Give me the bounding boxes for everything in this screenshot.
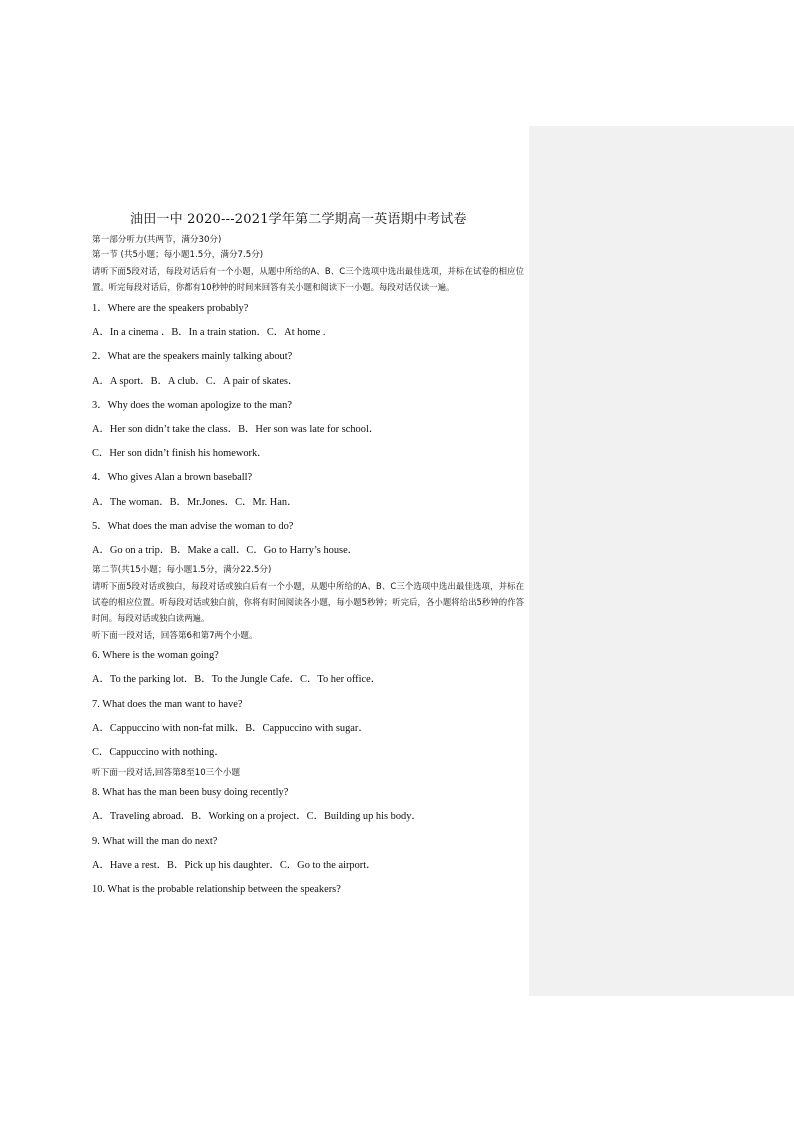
question-5-options: A．Go on a trip．B．Make a call．C．Go to Harry’s house． <box>92 545 359 557</box>
question-5: 5．What does the man advise the woman to do? <box>92 520 294 532</box>
question-3-options-ab: A．Her son didn’t take the class．B．Her son was late for school． <box>92 424 380 436</box>
question-6: 6. Where is the woman going? <box>92 650 219 662</box>
exam-page-content <box>92 208 524 902</box>
question-3: 3．Why does the woman apologize to the man? <box>92 399 292 411</box>
question-6-options: A．To the parking lot．B．To the Jungle Cafe．C．To her office． <box>92 674 382 686</box>
question-7: 7. What does the man want to have? <box>92 698 243 710</box>
question-9-options: A．Have a rest．B．Pick up his daughter．C．Go to the airport． <box>92 859 377 871</box>
part-heading: 第一部分听力(共两节，满分30分) <box>92 235 222 245</box>
question-10: 10. What is the probable relationship between the speakers? <box>92 884 341 896</box>
section1-heading: 第一节 (共5小题；每小题1.5分，满分7.5分) <box>92 250 264 260</box>
question-8: 8. What has the man been busy doing recently? <box>92 787 289 799</box>
note-q8-q10: 听下面一段对话,回答第8至10三个小题 <box>92 768 241 779</box>
question-2: 2．What are the speakers mainly talking about? <box>92 351 293 363</box>
question-7-options-ab: A．Cappuccino with non-fat milk．B．Cappuccino with sugar． <box>92 722 369 734</box>
section1-instructions: 请听下面5段对话，每段对话后有一个小题，从题中所给的A、B、C三个选项中选出最佳选项，并标在试卷的相应位置。听完每段对话后，你都有10秒钟的时间来回答有关小题和阅读下一小题。每段对话仅读一遍。 <box>92 266 524 292</box>
section2-heading: 第二节(共15小题；每小题1.5分，满分22.5分) <box>92 565 272 576</box>
question-3-options-c: C．Her son didn’t finish his homework． <box>92 448 268 460</box>
question-7-options-c: C．Cappuccino with nothing． <box>92 747 225 759</box>
question-1-options: A．In a cinema ．B．In a train station．C．At home . <box>92 327 326 339</box>
question-2-options: A．A sport．B．A club．C．A pair of skates． <box>92 375 299 387</box>
question-8-options: A．Traveling abroad．B．Working on a project．C．Building up his body． <box>92 811 422 823</box>
question-1: 1．Where are the speakers probably? <box>92 303 249 314</box>
section2-instructions: 请听下面5段对话或独白，每段对话或独白后有一个小题，从题中所给的A、B、C三个选项中选出最佳选项，并标在试卷的相应位置。听每段对话或独白前，你将有时间阅读各小题，每小题5秒钟；听完后，各小题将给出5秒钟的作答时间。每段对话或独白读两遍。 <box>92 581 524 624</box>
question-9: 9. What will the man do next? <box>92 835 218 847</box>
exam-title: 油田一中 2020---2021学年第二学期高一英语期中考试卷 <box>130 212 467 227</box>
question-4: 4．Who gives Alan a brown baseball? <box>92 472 253 484</box>
question-4-options: A．The woman．B．Mr.Jones．C．Mr. Han． <box>92 496 298 508</box>
section2-note-q6-q7: 听下面一段对话，回答第6和第7两个小题。 <box>92 631 258 642</box>
comment-margin-pane <box>529 126 794 996</box>
